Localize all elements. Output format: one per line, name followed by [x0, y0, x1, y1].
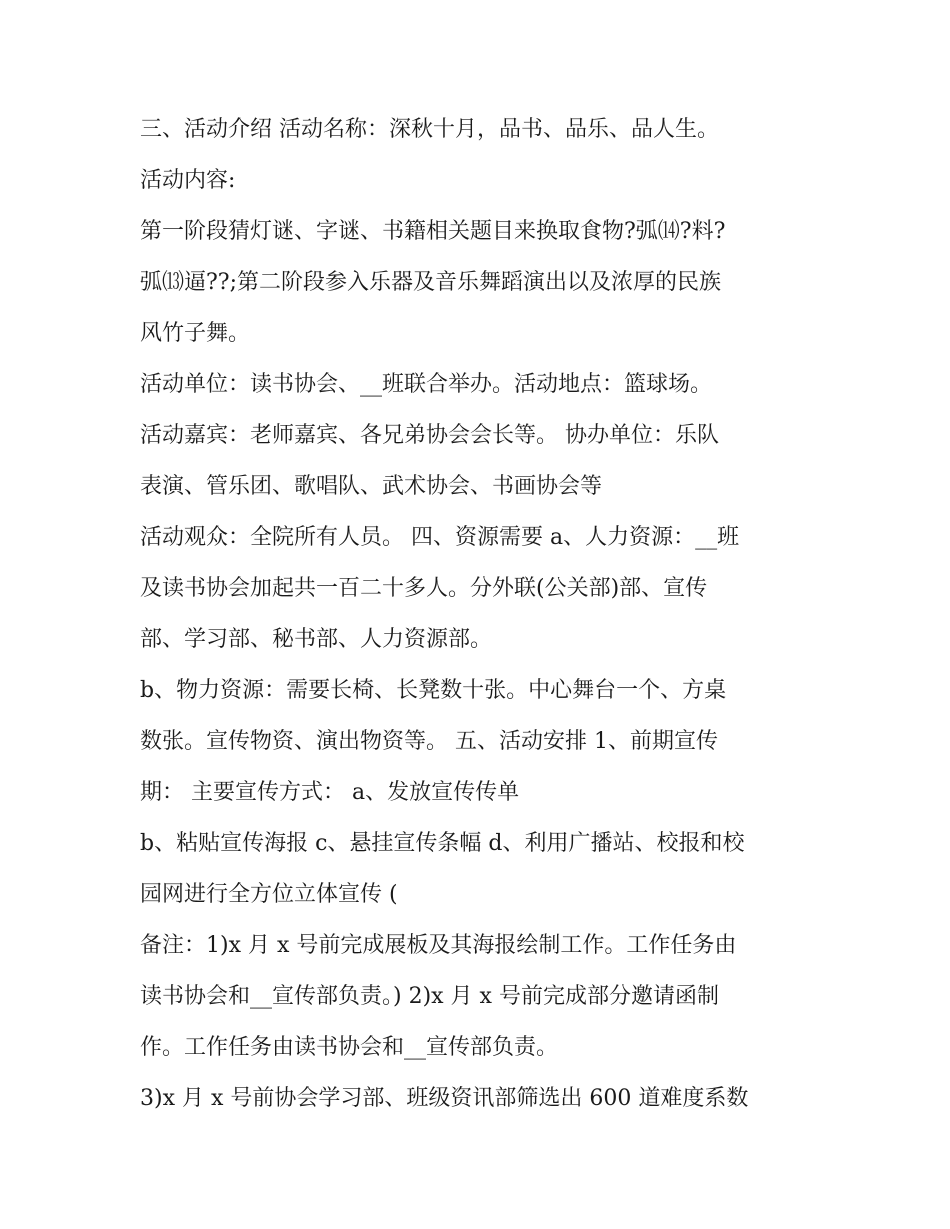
text-line: 活动内容:	[140, 168, 236, 193]
text-line: 作。工作任务由读书协会和__宣传部负责。	[140, 1035, 559, 1060]
text-line: 三、活动介绍 活动名称：深秋十月，品书、品乐、品人生。	[140, 117, 719, 142]
text-line: 活动单位：读书协会、__班联合举办。活动地点：篮球场。	[140, 372, 713, 397]
text-line: 第一阶段猜灯谜、字谜、书籍相关题目来换取食物?弧⒁?料?	[140, 219, 726, 244]
text-line: 活动观众：全院所有人员。 四、资源需要 a、人力资源：__班	[140, 525, 740, 550]
text-line: 部、学习部、秘书部、人力资源部。	[140, 627, 493, 652]
text-line: 活动嘉宾：老师嘉宾、各兄弟协会会长等。 协办单位：乐队	[140, 423, 719, 448]
text-line: 数张。宣传物资、演出物资等。 五、活动安排 1、前期宣传	[140, 729, 718, 754]
text-line: 弧⒀逼??;第二阶段参入乐器及音乐舞蹈演出以及浓厚的民族	[140, 270, 722, 295]
text-line: 及读书协会加起共一百二十多人。分外联(公关部)部、宣传	[140, 576, 708, 601]
text-line: 表演、管乐团、歌唱队、武术协会、书画协会等	[140, 474, 603, 499]
text-line: b、物力资源：需要长椅、长凳数十张。中心舞台一个、方桌	[140, 678, 727, 703]
text-line: 风竹子舞。	[140, 321, 251, 346]
text-line: 3)x 月 x 号前协会学习部、班级资讯部筛选出 600 道难度系数	[140, 1086, 749, 1111]
text-line: b、粘贴宣传海报 c、悬挂宣传条幅 d、利用广播站、校报和校	[140, 831, 745, 856]
text-line: 备注：1)x 月 x 号前完成展板及其海报绘制工作。工作任务由	[140, 933, 737, 958]
text-line: 读书协会和__宣传部负责。) 2)x 月 x 号前完成部分邀请函制	[140, 984, 719, 1009]
text-line: 期： 主要宣传方式： a、发放宣传传单	[140, 780, 520, 805]
document-body	[140, 104, 830, 1124]
text-line: 园网进行全方位立体宣传 (	[140, 882, 398, 907]
